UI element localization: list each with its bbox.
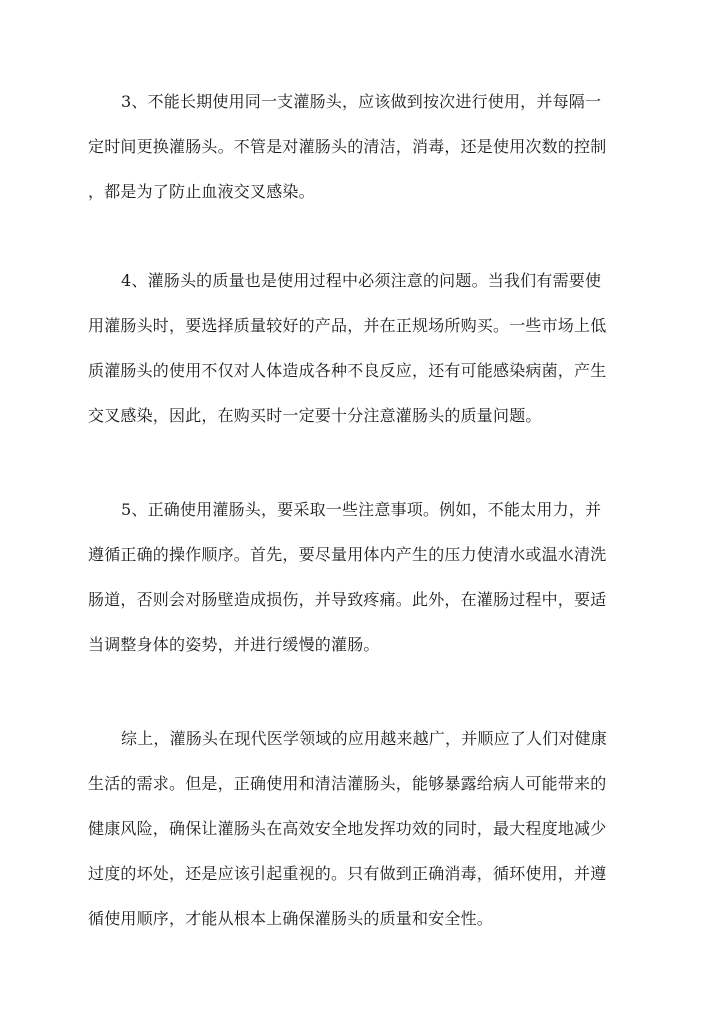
paragraph-line: 综上，灌肠头在现代医学领域的应用越来越广，并顺应了人们对健康 — [121, 729, 608, 748]
paragraph-line: 健康风险，确保让灌肠头在高效安全地发挥功效的同时，最大程度地减少 — [88, 819, 607, 838]
paragraph-line: 3、不能长期使用同一支灌肠头，应该做到按次进行使用，并每隔一 — [121, 92, 602, 111]
paragraph-line: 5、正确使用灌肠头，要采取一些注意事项。例如，不能太用力，并 — [121, 500, 602, 519]
paragraph-item-5 — [88, 487, 633, 667]
paragraph-item-3 — [88, 79, 633, 214]
paragraph-line: 用灌肠头时，要选择质量较好的产品，并在正规场所购买。一些市场上低 — [88, 316, 607, 335]
paragraph-line: 当调整身体的姿势，并进行缓慢的灌肠。 — [88, 635, 380, 654]
paragraph-item-4 — [88, 258, 633, 438]
paragraph-line: 过度的坏处，还是应该引起重视的。只有做到正确消毒，循环使用，并遵 — [88, 864, 607, 883]
paragraph-line: 交叉感染，因此，在购买时一定要十分注意灌肠头的质量问题。 — [88, 406, 542, 425]
paragraph-line: 生活的需求。但是，正确使用和清洁灌肠头，能够暴露给病人可能带来的 — [88, 774, 607, 793]
paragraph-line: 4、灌肠头的质量也是使用过程中必须注意的问题。当我们有需要使 — [121, 271, 602, 290]
paragraph-line: 定时间更换灌肠头。不管是对灌肠头的清洁，消毒，还是使用次数的控制 — [88, 137, 607, 156]
paragraph-line: 遵循正确的操作顺序。首先，要尽量用体内产生的压力使清水或温水清洗 — [88, 545, 607, 564]
paragraph-line: 循使用顺序，才能从根本上确保灌肠头的质量和安全性。 — [88, 909, 494, 928]
paragraph-line: 肠道，否则会对肠壁造成损伤，并导致疼痛。此外，在灌肠过程中，要适 — [88, 590, 607, 609]
paragraph-line: 质灌肠头的使用不仅对人体造成各种不良反应，还有可能感染病菌，产生 — [88, 361, 607, 380]
paragraph-summary — [88, 716, 633, 941]
paragraph-line: ，都是为了防止血液交叉感染。 — [88, 182, 315, 201]
